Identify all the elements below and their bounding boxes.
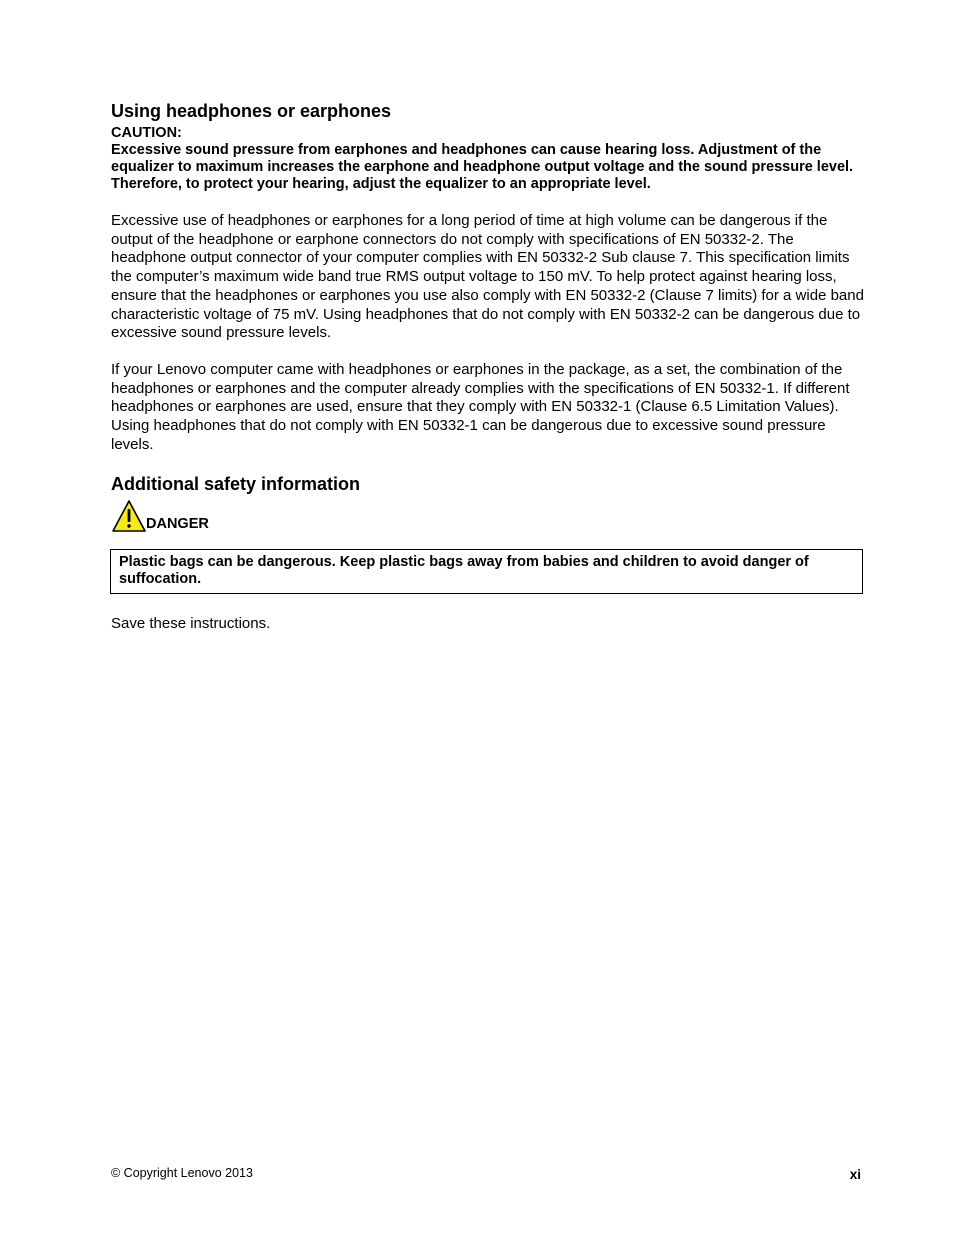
closing-instruction: Save these instructions. (111, 615, 271, 632)
danger-message-box: Plastic bags can be dangerous. Keep plastic bags away from babies and children to avoid danger of suffocation. (110, 549, 863, 594)
footer-copyright: © Copyright Lenovo 2013 (111, 1166, 253, 1180)
warning-triangle-icon (111, 499, 147, 533)
section-heading-additional-safety: Additional safety information (111, 474, 361, 494)
danger-label: DANGER (146, 516, 209, 532)
paragraph-en50332-2: Excessive use of headphones or earphones for a long period of time at high volume can be dangerous if the output of the headphone or earphone connectors do not comply with specifications of EN 50332-2. The headphone output connector of your computer complies with EN 50332-2 Sub clause 7. This specification limits the computer’s maximum wide band true RMS output voltage to 150 mV. To help protect against hearing loss, ensure that the headphones or earphones you use also comply with EN 50332-2 (Clause 7 limits) for a wide band characteristic voltage of 75 mV. Using headphones that do not comply with EN 50332-2 can be dangerous due to excessive sound pressure levels. (111, 212, 864, 342)
section-heading-headphones: Using headphones or earphones (111, 101, 392, 121)
caution-text: Excessive sound pressure from earphones and headphones can cause hearing loss. Adjustment of the equalizer to maximum increases the earphone and headphone output voltage and the sound pressure level. Therefore, to protect your hearing, adjust the equalizer to an appropriate level. (111, 142, 854, 192)
caution-label: CAUTION: (111, 125, 182, 141)
paragraph-en50332-1: If your Lenovo computer came with headphones or earphones in the package, as a set, the combination of the headphones or earphones and the computer already complies with the specifications of EN 50332-1. If different headphones or earphones are used, ensure that they comply with EN 50332-1 (Clause 6.5 Limitation Values). Using headphones that do not comply with EN 50332-1 can be dangerous due to excessive sound pressure levels. (111, 361, 850, 453)
danger-notice (111, 499, 209, 533)
page-number: xi (849, 1167, 861, 1182)
